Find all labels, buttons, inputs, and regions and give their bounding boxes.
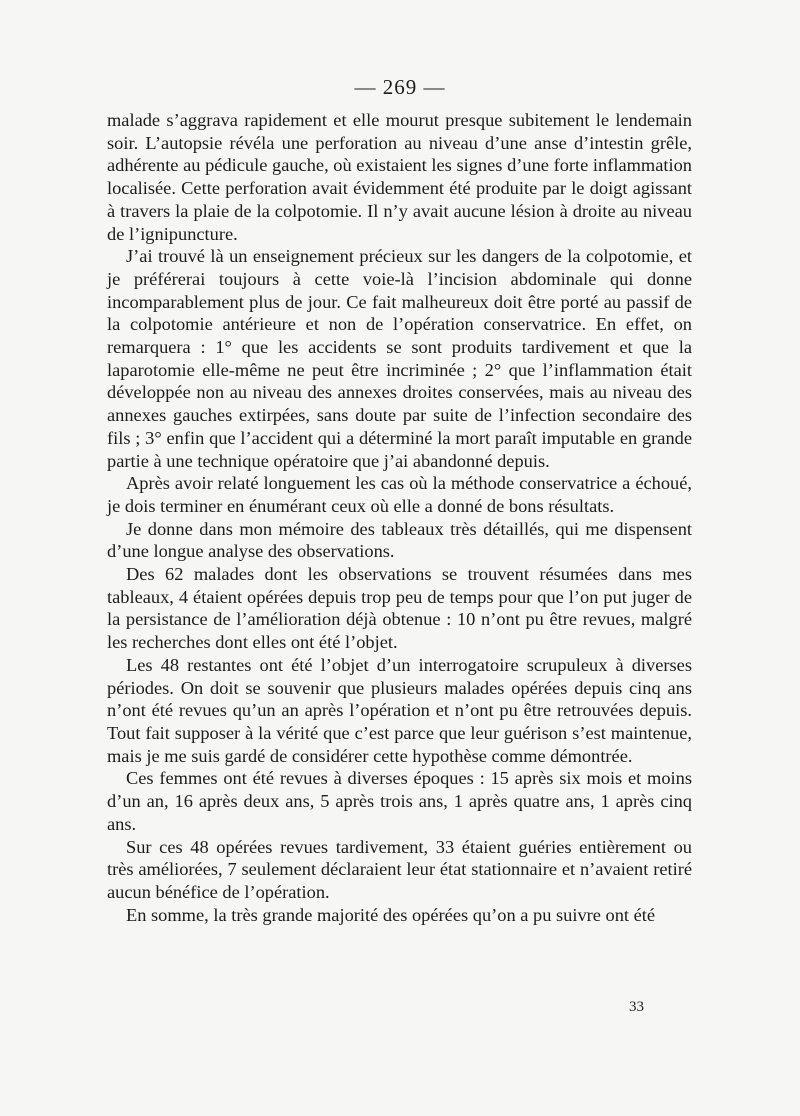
paragraph-autopsy: malade s’aggrava rapidement et elle mourut presque subitement le lendemain soir. L’autopsie révéla une perforation au niveau d’une anse d’intestin grêle, adhérente au pédicule gauche, où existaient les signes d’une forte inflammation localisée. Cette perforation avait évidemment été produite par le doigt agissant à travers la plaie de la colpotomie. Il n’y avait aucune lésion à droite au niveau de l’ignipuncture. — [107, 110, 692, 244]
paragraph-tables: Je donne dans mon mémoire des tableaux très détaillés, qui me dispensent d’une longue analyse des observations. — [107, 518, 692, 562]
paragraph-good-results-intro: Après avoir relaté longuement les cas où la méthode conservatrice a échoué, je dois terminer en énumérant ceux où elle a donné de bons résultats. — [107, 473, 692, 516]
paragraph-outcomes: Sur ces 48 opérées revues tardivement, 33 étaient guéries entièrement ou très améliorées, 7 seulement déclaraient leur état stationnaire et n’avaient retiré aucun bénéfice de l’opération. — [107, 836, 692, 902]
page-number: — 269 — — [354, 75, 446, 99]
paragraph-48-remaining: Les 48 restantes ont été l’objet d’un interrogatoire scrupuleux à diverses périodes. On doit se souvenir que plusieurs malades opérées depuis cinq ans n’ont été revues qu’un an après l’opération et n’ont pu être retrouvées depuis. Tout fait supposer à la vérité que c’est parce que leur guérison s’est maintenue, mais je me suis gardé de considérer cette hypothèse comme démontrée. — [107, 654, 692, 766]
signature-mark: 33 — [629, 999, 644, 1015]
paragraph-62-patients: Des 62 malades dont les observations se trouvent résumées dans mes tableaux, 4 étaient opérées depuis trop peu de temps pour que l’on put juger de la persistance de l’amélioration déjà obtenue : 10 n’ont pu être revues, malgré les recherches dont elles ont été l’objet. — [107, 564, 692, 653]
paragraph-follow-up-periods: Ces femmes ont été revues à diverses époques : 15 après six mois et moins d’un an, 16 après deux ans, 5 après trois ans, 1 après quatre ans, 1 après cinq ans. — [107, 768, 692, 834]
paragraph-colpotomy-lesson: J’ai trouvé là un enseignement précieux sur les dangers de la colpotomie, et je préférerai toujours à cette voie-là l’incision abdominale qui donne incomparablement plus de jour. Ce fait malheureux doit être porté au passif de la colpotomie antérieure et non de l’opération conservatrice. En effet, on remarquera : 1° que les accidents se sont produits tardivement et que la laparotomie elle-même ne peut être incriminée ; 2° que l’inflammation était développée non au niveau des annexes droites conservées, mais au niveau des annexes gauches extirpées, sans doute par suite de l’infection secondaire des fils ; 3° enfin que l’accident qui a déterminé la mort paraît imputable en grande partie à une technique opératoire que j’ai abandonné depuis. — [107, 246, 692, 471]
paragraph-summary-start: En somme, la très grande majorité des opérées qu’on a pu suivre ont été — [126, 904, 656, 925]
body-text — [107, 109, 692, 926]
